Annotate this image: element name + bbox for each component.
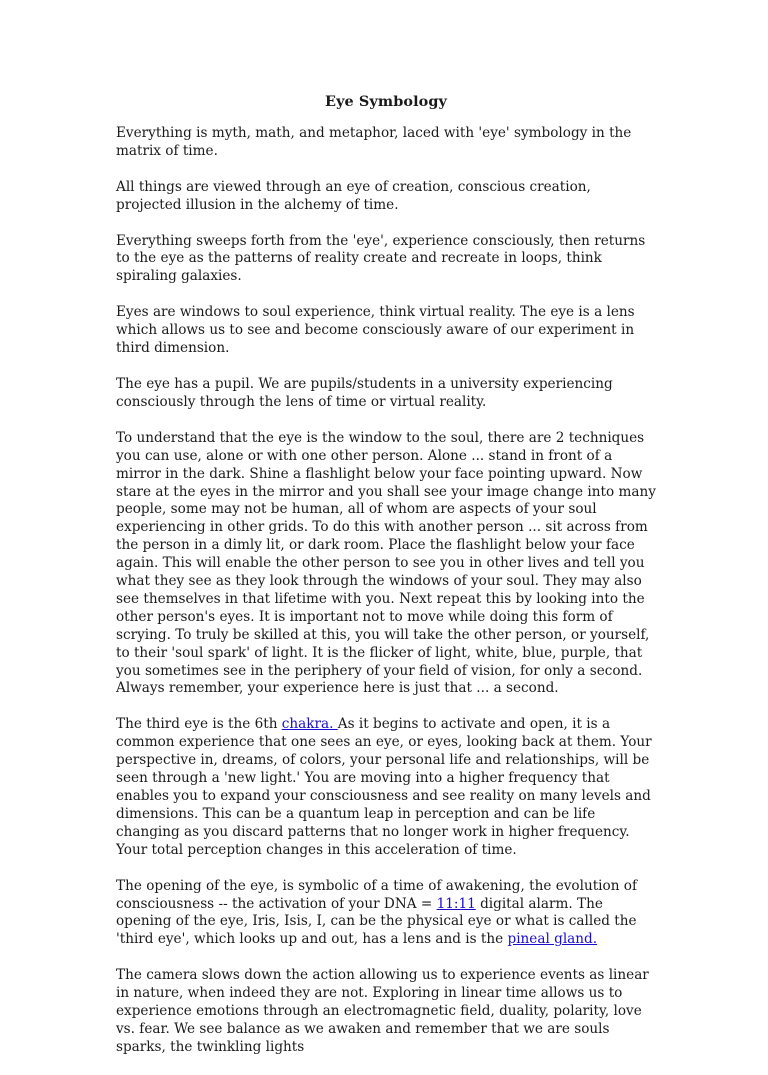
paragraph-text: The camera slows down the action allowing us to experience events as linear in nature, when indeed they are not. Exploring in linear time allows us to experience emotions through an electromagnetic field, duality, polarity, love vs. fear. We see balance as we awaken and remember that we are souls sparks, the twinkling lights <box>116 967 649 1055</box>
paragraph <box>116 967 656 1057</box>
paragraph-text: The eye has a pupil. We are pupils/students in a university experiencing consciously through the lens of time or virtual reality. <box>116 375 613 410</box>
paragraph-text: Everything sweeps forth from the 'eye', experience consciously, then returns to the eye as the patterns of reality create and recreate in loops, think spiraling galaxies. <box>116 232 646 285</box>
paragraph-list <box>116 125 656 1057</box>
paragraph-text: digital alarm. The opening of the eye, Iris, Isis, I, can be the physical eye or what is called the 'third eye', which looks up and out, has a lens and is the <box>116 895 637 948</box>
paragraph <box>116 878 656 950</box>
paragraph-text: To understand that the eye is the window to the soul, there are 2 techniques you can use, alone or with one other person. Alone ... stand in front of a mirror in the dark. Shine a flashlight below your face pointing upward. Now stare at the eyes in the mirror and you shall see your image change into many people, some may not be human, all of whom are aspects of your soul experiencing in other grids. To do this with another person ... sit across from the person in a dimly lit, or dark room. Place the flashlight below your face again. This will enable the other person to see you in other lives and tell you what they see as they look through the windows of your soul. They may also see themselves in that lifetime with you. Next repeat this by looking into the other person's eyes. It is important not to move while doing this form of scrying. To truly be skilled at this, you will take the other person, or yourself, to their 'soul spark' of light. It is the flicker of light, white, blue, purple, that you sometimes see in the periphery of your field of vision, for only a second. Always remember, your experience here is just that ... a second. <box>116 429 656 697</box>
paragraph-text: The opening of the eye, is symbolic of a time of awakening, the evolution of consciousness -- the activation of your DNA = <box>116 877 638 912</box>
paragraph-text: As it begins to activate and open, it is a common experience that one sees an eye, or eyes, looking back at them. Your perspective in, dreams, of colors, your personal life and relationships, will be seen through a 'new light.' You are moving into a higher frequency that enables you to expand your consciousness and see reality on many levels and dimensions. This can be a quantum leap in perception and can be life changing as you discard patterns that no longer work in higher frequency. Your total perception changes in this acceleration of time. <box>116 716 652 858</box>
paragraph-text: Eyes are windows to soul experience, think virtual reality. The eye is a lens which allows us to see and become consciously aware of our experiment in third dimension. <box>116 304 635 357</box>
paragraph <box>116 125 656 161</box>
paragraph-text: All things are viewed through an eye of creation, conscious creation, projected illusion in the alchemy of time. <box>116 178 591 213</box>
page-title: Eye Symbology <box>325 93 447 110</box>
paragraph <box>116 716 656 859</box>
paragraph <box>116 233 656 287</box>
document-body <box>116 93 656 1075</box>
paragraph <box>116 179 656 215</box>
paragraph <box>116 376 656 412</box>
paragraph-text: The third eye is the 6th <box>116 716 282 733</box>
paragraph <box>116 304 656 358</box>
link-pineal-gland[interactable]: pineal gland. <box>507 931 598 948</box>
paragraph <box>116 430 656 699</box>
paragraph-text: Everything is myth, math, and metaphor, laced with 'eye' symbology in the matrix of time. <box>116 124 632 159</box>
link-chakra[interactable]: chakra. <box>281 716 338 733</box>
link-11-11[interactable]: 11:11 <box>436 895 476 912</box>
